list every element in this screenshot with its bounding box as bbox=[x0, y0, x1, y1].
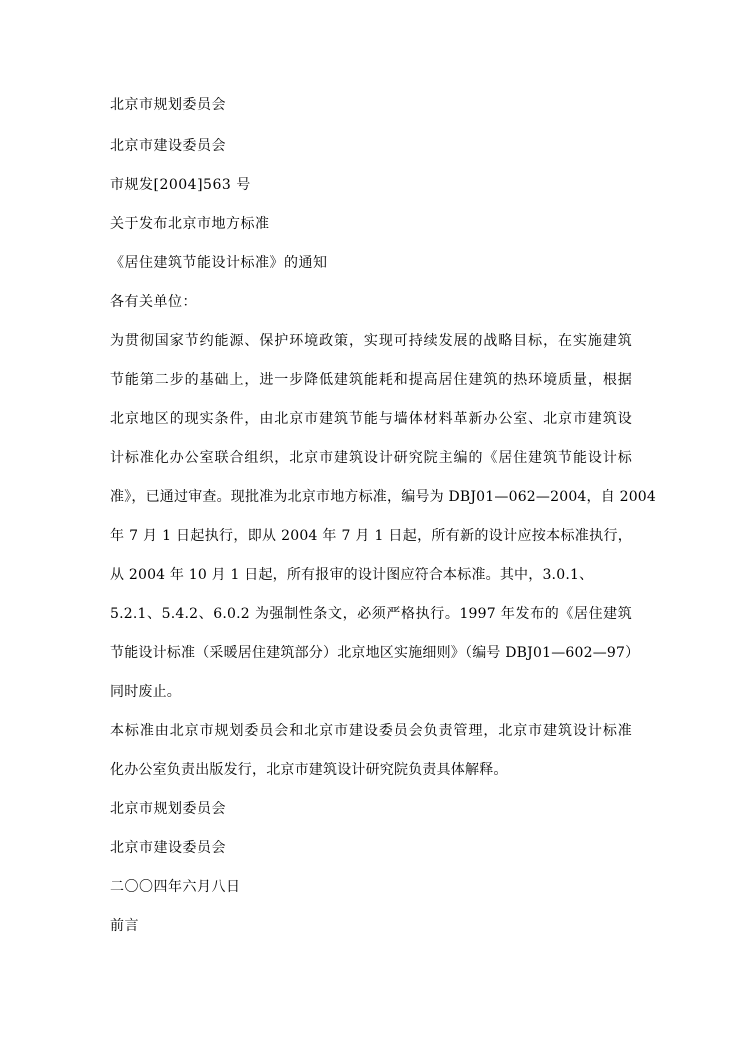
document-number: 市规发[2004]563 号 bbox=[110, 177, 251, 193]
paragraph-1-line: 为贯彻国家节约能源、保护环境政策，实现可持续发展的战略目标，在实施建筑 bbox=[110, 333, 632, 349]
signatory-1: 北京市规划委员会 bbox=[110, 801, 226, 817]
section-heading-preface: 前言 bbox=[110, 918, 139, 934]
signatory-2: 北京市建设委员会 bbox=[110, 840, 226, 856]
paragraph-1-line: 从 2004 年 10 月 1 日起，所有报审的设计图应符合本标准。其中，3.0.1、 bbox=[110, 567, 594, 583]
paragraph-1-line: 计标准化办公室联合组织，北京市建筑设计研究院主编的《居住建筑节能设计标 bbox=[110, 450, 632, 466]
paragraph-2-line: 本标准由北京市规划委员会和北京市建设委员会负责管理，北京市建筑设计标准 bbox=[110, 723, 632, 739]
issuer-line-2: 北京市建设委员会 bbox=[110, 138, 226, 154]
issue-date: 二〇〇四年六月八日 bbox=[110, 879, 241, 895]
paragraph-1-line: 同时废止。 bbox=[110, 684, 181, 700]
subject-line-2: 《居住建筑节能设计标准》的通知 bbox=[110, 255, 328, 271]
paragraph-2-line: 化办公室负责出版发行，北京市建筑设计研究院负责具体解释。 bbox=[110, 762, 508, 778]
salutation: 各有关单位： bbox=[110, 294, 197, 310]
paragraph-1-line: 节能第二步的基础上，进一步降低建筑能耗和提高居住建筑的热环境质量，根据 bbox=[110, 372, 632, 388]
paragraph-1-line: 年 7 月 1 日起执行，即从 2004 年 7 月 1 日起，所有新的设计应按本标准执行， bbox=[110, 528, 632, 544]
paragraph-1-line: 5.2.1、5.4.2、6.0.2 为强制性条文，必须严格执行。1997 年发布的《居住建筑 bbox=[110, 606, 632, 622]
paragraph-1-line: 北京地区的现实条件，由北京市建筑节能与墙体材料革新办公室、北京市建筑设 bbox=[110, 411, 632, 427]
paragraph-1-line: 准》，已通过审查。现批准为北京市地方标准，编号为 DBJ01—062—2004，自 2004 bbox=[110, 489, 657, 505]
subject-line-1: 关于发布北京市地方标准 bbox=[110, 216, 270, 232]
issuer-line-1: 北京市规划委员会 bbox=[110, 97, 226, 113]
paragraph-1-line: 节能设计标准（采暖居住建筑部分）北京地区实施细则》（编号 DBJ01—602—97） bbox=[110, 645, 640, 661]
